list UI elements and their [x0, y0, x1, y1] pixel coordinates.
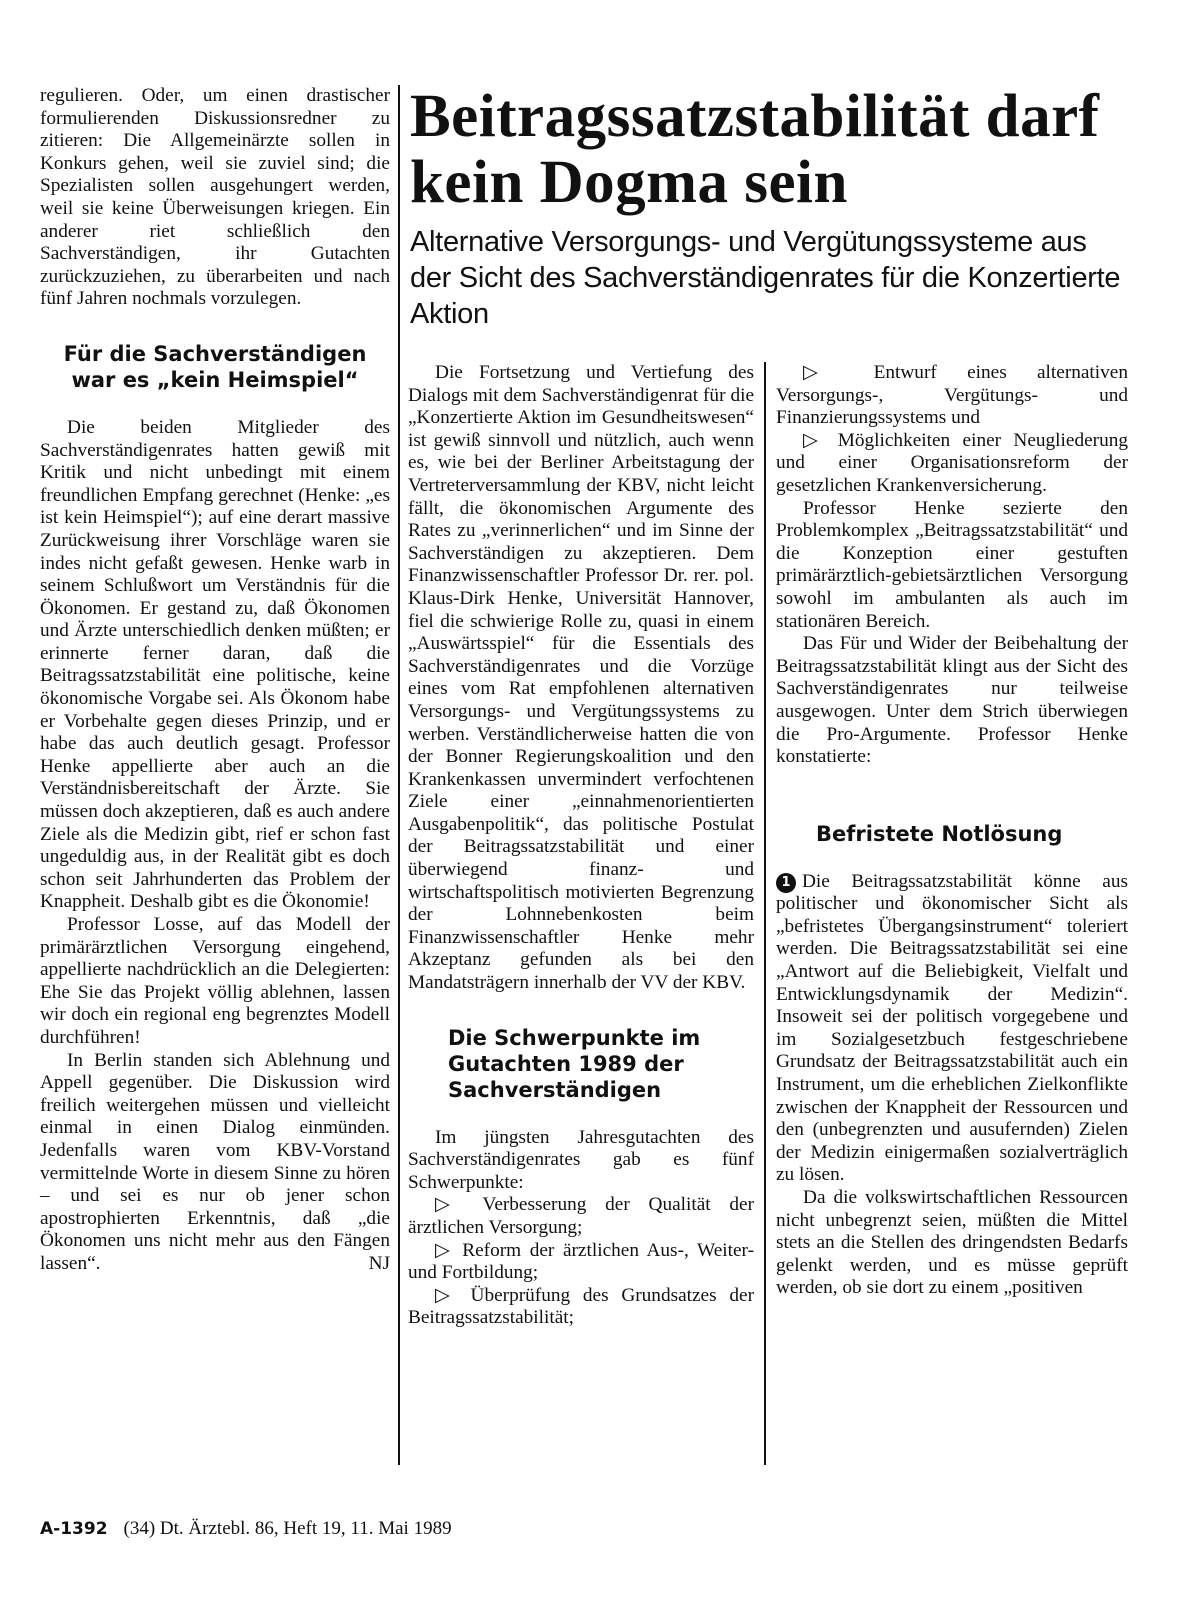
paragraph: Professor Losse, auf das Modell der primärärztlichen Versorgung eingehend, appellierte nachdrücklich an die Delegierten: Ehe Sie das Projekt völlig ablehnen, lassen wir doch ein regional eng begrenztes Modell durchführen! [40, 914, 390, 1048]
column-middle [408, 362, 754, 1330]
citation: (34) Dt. Ärztebl. 86, Heft 19, 11. Mai 1989 [123, 1518, 452, 1539]
column-divider [764, 362, 766, 1465]
paragraph: Die beiden Mitglieder des Sachverständigenrates hatten gewiß mit Kritik und nicht unbedingt mit einem freundlichen Empfang gerechnet (Henke: „es ist kein Heimspiel“); auf eine derart massive Zurückweisung ihrer Vorschläge waren sie indes nicht gefaßt gewesen. Henke warb in seinem Schlußwort um Verständnis für die Ökonomen. Er gestand zu, daß Ökonomen und Ärzte unterschiedlich denken müßten; er erinnerte ferner daran, daß die Beitragssatzstabilität eine politische, keine ökonomische Vorgabe sei. Als Ökonom habe er Vorbehalte gegen dieses Prinzip, und er habe das auch deutlich gesagt. Professor Henke appellierte aber auch an die Verständnisbereitschaft der Ärzte. Sie müssen doch akzeptieren, daß es auch andere Ziele als die Medizin gibt, rief er schon fast ungeduldig aus, in der Realität gibt es doch schon seit Jahrhunderten das Problem der Knappheit. Deshalb gibt es die Ökonomie! [40, 416, 390, 913]
headline: Beitragssatzstabilität darf kein Dogma sein [410, 83, 1100, 216]
author-signature: NJ [368, 1252, 390, 1274]
subhead-heimspiel: Für die Sachverständigen war es „kein Heimspiel“ [63, 341, 367, 392]
paragraph: Im jüngsten Jahresgutachten des Sachverständigenrates gab es fünf Schwerpunkte: [408, 1126, 754, 1193]
paragraph-last [40, 1050, 390, 1276]
subhead-notloesung: Befristete Notlösung [816, 821, 1063, 846]
page-footer [40, 1518, 452, 1540]
subhead-schwerpunkte: Die Schwerpunkte im Gutachten 1989 der Sachverständigen [448, 1025, 701, 1102]
column-divider [398, 85, 400, 1465]
numbered-paragraph [776, 871, 1128, 1187]
paragraph-text: Die Beitragssatzstabilität könne aus politischer und ökonomischer Sicht als „befristetes Übergangsinstrument“ toleriert werden. Die Beitragssatzstabilität sei eine „Antwort auf die Beliebigkeit, Vielfalt und Entwicklungsdynamik der Medizin“. Insoweit sei der politisch vorgegebene und im Sozialgesetzbuch festgeschriebene Grundsatz der Beitragssatzstabilität auch ein Instrument, um die erheblichen Zielkonflikte zwischen der Knappheit der Ressourcen und den (unbegrenzten und ausufernden) Zielen der Medizin einigermaßen sozialverträglich zu lösen. [776, 870, 1128, 1186]
number-badge-icon: 1 [776, 873, 796, 893]
bullet-item: ▷ Verbesserung der Qualität der ärztlichen Versorgung; [408, 1194, 754, 1239]
bullet-item: ▷ Reform der ärztlichen Aus-, Weiter- und Fortbildung; [408, 1240, 754, 1285]
bullet-item: ▷ Überprüfung des Grundsatzes der Beitragssatzstabilität; [408, 1285, 754, 1330]
intro-paragraph: regulieren. Oder, um einen drastischer formulierenden Diskussionsredner zu zitieren: Die Allgemeinärzte sollen in Konkurs gehen, weil sie zuviel sind; die Spezialisten sollen ausgehungert werden, weil sie keine Überweisungen kriegen. Ein anderer riet schließlich den Sachverständigen, ihr Gutachten zurückzuziehen, zu überarbeiten und nach fünf Jahren nochmals vorzulegen. [40, 85, 390, 310]
page-number: A-1392 [40, 1519, 108, 1539]
paragraph: Professor Henke sezierte den Problemkomplex „Beitragssatzstabilität“ und die Konzeption einer gestuften primärärztlich-gebietsärztlichen Versorgung sowohl im ambulanten als auch im stationären Bereich. [776, 497, 1128, 632]
bullet-item: ▷ Entwurf eines alternativen Versorgungs-, Vergütungs- und Finanzierungssystems und [776, 362, 1128, 430]
deck-subtitle: Alternative Versorgungs- und Vergütungssysteme aus der Sicht des Sachverständigenrates für die Konzertierte Aktion [410, 226, 1121, 330]
paragraph: Das Für und Wider der Beibehaltung der Beitragssatzstabilität klingt aus der Sicht des Sachverständigenrates nur teilweise ausgewogen. Unter dem Strich überwiegen die Pro-Argumente. Professor Henke konstatierte: [776, 633, 1128, 768]
paragraph: Da die volkswirtschaftlichen Ressourcen nicht unbegrenzt seien, müßten die Mittel stets an die Stellen des dringendsten Bedarfs gelenkt werden, und es müsse geprüft werden, ob sie dort zu einem „positiven [776, 1187, 1128, 1299]
bullet-item: ▷ Möglichkeiten einer Neugliederung und einer Organisationsreform der gesetzlichen Krankenversicherung. [776, 430, 1128, 498]
column-right [776, 362, 1128, 1300]
paragraph-text: In Berlin standen sich Ablehnung und Appell gegenüber. Die Diskussion wird freilich weitergehen müssen und vielleicht einmal in einen Dialog einmünden. Jedenfalls waren vom KBV-Vorstand vermittelnde Worte in diesem Sinne zu hören – und sei es nur ob jener schon apostrophierten Erkenntnis, daß „die Ökonomen uns nicht mehr aus den Fängen lassen“. [40, 1049, 390, 1274]
column-left [40, 85, 390, 1276]
paragraph: Die Fortsetzung und Vertiefung des Dialogs mit dem Sachverständigenrat für die „Konzertierte Aktion im Gesundheitswesen“ ist gewiß sinnvoll und nützlich, auch wenn es, wie bei der Berliner Arbeitstagung der Vertreterversammlung der KBV, nicht leicht fällt, die ökonomischen Argumente des Rates zu „verinnerlichen“ und im Sinne der Sachverständigen zu akzeptieren. Dem Finanzwissenschaftler Professor Dr. rer. pol. Klaus-Dirk Henke, Universität Hannover, fiel die schwierige Rolle zu, quasi in einem „Auswärtsspiel“ für die Essentials des Sachverständigenrates und die Vorzüge eines vom Rat empfohlenen alternativen Versorgungs- und Vergütungssystems zu werben. Verständlicherweise hatten die von der Bonner Regierungskoalition und den Krankenkassen unvermindert verfochtenen Ziele einer „einnahmenorientierten Ausgabenpolitik“, das politische Postulat der Beitragssatzstabilität und einer überwiegend finanz- und wirtschaftspolitisch motivierten Begrenzung der Lohnnebenkosten beim Finanzwissenschaftler Henke mehr Akzeptanz gefunden als bei den Mandatsträgern innerhalb der VV der KBV. [408, 362, 754, 994]
